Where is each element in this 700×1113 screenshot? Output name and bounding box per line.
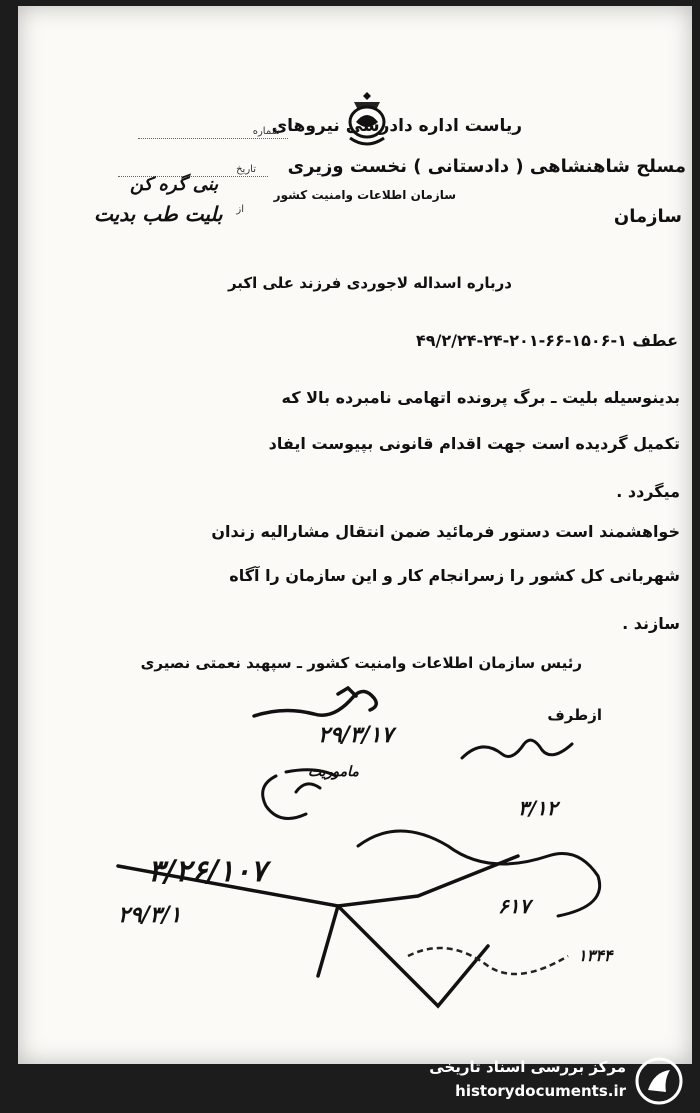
signature-from: ازطرف bbox=[547, 706, 602, 724]
handwritten-big-number: ۳/۲۶/۱۰۷ bbox=[148, 854, 267, 889]
history-documents-logo-icon bbox=[634, 1056, 684, 1106]
handwritten-stamp-number: ۶۱۷ bbox=[498, 894, 531, 918]
handwritten-date-2: ۲۹/۳/۱ bbox=[118, 902, 182, 928]
watermark-text-fa: مرکز بررسی اسناد تاریخی bbox=[429, 1058, 626, 1076]
watermark bbox=[408, 1052, 688, 1112]
to-label: از bbox=[236, 204, 244, 215]
handwritten-date-1: ۲۹/۳/۱۷ bbox=[318, 722, 394, 748]
body-line-4: خواهشمند است دستور فرمائید ضمن انتقال مشارالیه زندان bbox=[211, 522, 680, 541]
reference-line: عطف ۱-۱۵۰۶-۶۶-۲۰۱-۲۴-۴۹/۲/۲۴ bbox=[415, 331, 678, 350]
signature-title: رئیس سازمان اطلاعات وامنیت کشور ـ سپهبد نعمتی نصیری bbox=[140, 654, 582, 672]
handwritten-number-right: ۱۳۴۴ bbox=[578, 946, 613, 965]
number-line bbox=[138, 138, 288, 139]
handwritten-note-line-1: بنی گره کن bbox=[130, 174, 219, 195]
handwritten-name: ماموریت bbox=[308, 764, 359, 780]
body-line-6: سازند . bbox=[622, 614, 680, 633]
header-line-2: مسلح شاهنشاهی ( دادستانی ) نخست وزیری bbox=[287, 156, 686, 177]
header-stamp-text: سازمان اطلاعات وامنیت کشور bbox=[273, 188, 456, 202]
handwritten-note-line-2: بلیت طب بدیت bbox=[94, 202, 223, 226]
body-line-3: میگردد . bbox=[616, 482, 680, 501]
watermark-text-en: historydocuments.ir bbox=[455, 1082, 626, 1100]
body-line-1: بدینوسیله بلیت ـ برگ پرونده اتهامی نامبرده بالا که bbox=[281, 388, 680, 407]
signature-scribble-2 bbox=[458, 732, 578, 772]
subject-line: درباره اسداله لاجوردی فرزند علی اکبر bbox=[227, 274, 512, 292]
handwritten-code-1: ۳/۱۲ bbox=[518, 796, 558, 820]
document-sheet bbox=[18, 6, 692, 1064]
body-line-2: تکمیل گردیده است جهت اقدام قانونی بپیوست ایفاد bbox=[268, 434, 680, 453]
number-label: شماره bbox=[252, 126, 280, 137]
date-label: تاریخ bbox=[236, 164, 256, 175]
body-line-5: شهربانی کل کشور را زسرانجام کار و این سازمان را آگاه bbox=[229, 566, 680, 585]
header-line-1: ریاست اداره دادرسی نیروهای bbox=[271, 116, 522, 136]
header-line-3: سازمان bbox=[613, 206, 682, 227]
